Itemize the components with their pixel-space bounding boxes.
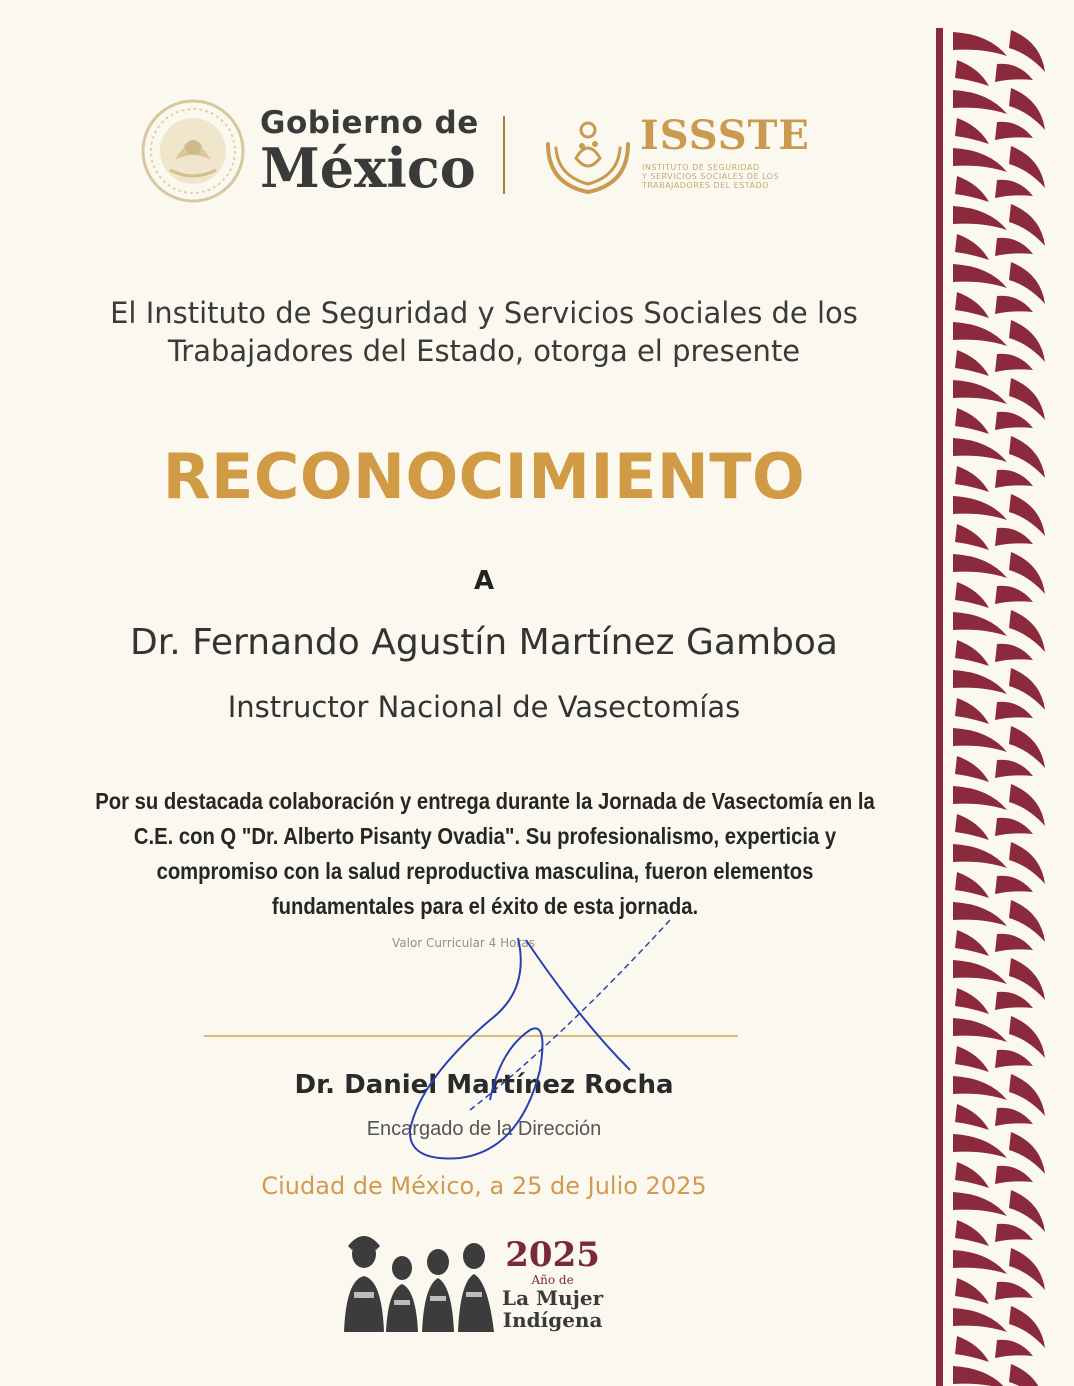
border-leaf: [953, 264, 1007, 288]
issste-subtitle: [642, 163, 779, 190]
issste-hands-icon: [542, 114, 634, 196]
border-leaf: [995, 934, 1033, 952]
year-sub3: Indígena: [502, 1308, 603, 1332]
border-leaf: [995, 528, 1033, 546]
border-leaf: [995, 702, 1033, 720]
gobierno-line1: Gobierno de: [260, 105, 479, 141]
reason-line: fundamentales para el éxito de esta jornada.: [271, 893, 699, 919]
border-leaf: [995, 1050, 1033, 1068]
border-leaf: [1009, 842, 1045, 884]
reason-text: [93, 784, 876, 924]
border-leaf: [1009, 1016, 1045, 1058]
border-leaf: [955, 524, 989, 550]
border-leaf: [955, 118, 989, 144]
border-leaf: [1009, 726, 1045, 768]
border-leaf: [995, 354, 1033, 372]
border-leaf: [995, 1340, 1033, 1358]
border-leaf: [995, 1224, 1033, 1242]
border-leaf: [995, 1108, 1033, 1126]
border-leaf: [953, 960, 1007, 984]
year-badge: [502, 1235, 604, 1332]
recipient-role: Instructor Nacional de Vasectomías: [227, 690, 741, 724]
border-leaf: [1009, 900, 1045, 942]
border-leaf: [955, 988, 989, 1014]
border-leaf: [953, 206, 1007, 230]
border-leaf: [1009, 1364, 1045, 1386]
border-leaf: [955, 872, 989, 898]
border-leaf: [953, 1308, 1007, 1332]
border-leaf: [1009, 30, 1045, 72]
border-leaf: [995, 876, 1033, 894]
border-leaf: [955, 1046, 989, 1072]
border-leaf: [1009, 378, 1045, 420]
border-leaf: [953, 1018, 1007, 1042]
border-leaf: [953, 728, 1007, 752]
border-leaf: [995, 644, 1033, 662]
header-divider: [503, 116, 505, 194]
border-leaf: [953, 90, 1007, 114]
border-leaf: [955, 408, 989, 434]
reason-line: compromiso con la salud reproductiva masculina, fueron elementos: [156, 858, 814, 884]
border-leaf: [953, 786, 1007, 810]
border-leaf: [953, 380, 1007, 404]
reason-line: C.E. con Q "Dr. Alberto Pisanty Ovadia". Su profesionalismo, experticia y: [133, 823, 837, 849]
border-leaf: [953, 148, 1007, 172]
reason-line: Por su destacada colaboración y entrega durante la Jornada de Vasectomía en la: [95, 788, 875, 814]
border-leaf: [1009, 320, 1045, 362]
border-leaf: [995, 64, 1033, 82]
border-leaf: [955, 234, 989, 260]
border-leaf: [995, 180, 1033, 198]
year-sub1: Año de: [531, 1273, 574, 1287]
border-leaf: [995, 818, 1033, 836]
border-leaf: [955, 814, 989, 840]
signature-line: [204, 1035, 738, 1037]
border-leaf: [955, 756, 989, 782]
signer-role: Encargado de la Dirección: [366, 1118, 602, 1140]
intro-line: El Instituto de Seguridad y Servicios Sociales de los: [110, 296, 858, 330]
border-leaf: [1009, 262, 1045, 304]
border-leaf: [995, 1166, 1033, 1184]
year-number: 2025: [505, 1235, 600, 1275]
intro-text: [0, 294, 968, 370]
border-leaf: [1009, 610, 1045, 652]
recipient-name: Dr. Fernando Agustín Martínez Gamboa: [130, 622, 838, 663]
place-date: Ciudad de México, a 25 de Julio 2025: [261, 1172, 707, 1200]
border-leaf: [955, 930, 989, 956]
border-leaf: [1009, 1132, 1045, 1174]
issste-name: ISSSTE: [640, 112, 810, 159]
border-leaf: [955, 176, 989, 202]
certificate-title: RECONOCIMIENTO: [162, 440, 806, 513]
border-leaf: [995, 238, 1033, 256]
border-leaf: [1009, 494, 1045, 536]
border-leaf: [995, 122, 1033, 140]
border-leaf: [955, 1220, 989, 1246]
issste-sub-line: INSTITUTO DE SEGURIDAD: [642, 163, 760, 172]
border-leaf: [1009, 958, 1045, 1000]
border-leaf: [953, 902, 1007, 926]
border-leaf: [955, 60, 989, 86]
border-leaf: [1009, 204, 1045, 246]
border-leaf: [995, 760, 1033, 778]
border-leaf: [1009, 784, 1045, 826]
border-leaf: [1009, 88, 1045, 130]
to-label: A: [473, 566, 495, 596]
border-leaf: [995, 1282, 1033, 1300]
border-leaf: [1009, 436, 1045, 478]
border-leaf: [995, 992, 1033, 1010]
border-leaf: [1009, 668, 1045, 710]
intro-line: Trabajadores del Estado, otorga el presente: [167, 334, 801, 368]
valor-curricular: Valor Curricular 4 Horas: [392, 936, 536, 950]
gobierno-line2: México: [260, 136, 476, 200]
indigenous-women-illustration-icon: [338, 1228, 500, 1332]
signer-name: Dr. Daniel Martínez Rocha: [294, 1070, 674, 1100]
border-leaf: [1009, 1248, 1045, 1290]
border-leaf: [953, 32, 1007, 56]
border-leaf: [995, 470, 1033, 488]
border-leaf: [995, 586, 1033, 604]
border-leaf: [1009, 1190, 1045, 1232]
gobierno-logo-text: [260, 105, 479, 200]
border-leaf: [1009, 1074, 1045, 1116]
issste-sub-line: Y SERVICIOS SOCIALES DE LOS: [642, 172, 780, 181]
border-leaf: [953, 1366, 1007, 1386]
issste-sub-line: TRABAJADORES DEL ESTADO: [642, 181, 769, 190]
year-sub2: La Mujer: [502, 1286, 604, 1310]
border-leaf: [995, 296, 1033, 314]
border-leaf: [953, 1250, 1007, 1274]
border-leaf: [1009, 146, 1045, 188]
border-leaf: [953, 844, 1007, 868]
border-leaf: [1009, 552, 1045, 594]
mexico-seal-icon: [140, 98, 246, 204]
border-leaf: [955, 1336, 989, 1362]
border-leaf: [955, 1278, 989, 1304]
border-leaf: [995, 412, 1033, 430]
border-leaf: [1009, 1306, 1045, 1348]
